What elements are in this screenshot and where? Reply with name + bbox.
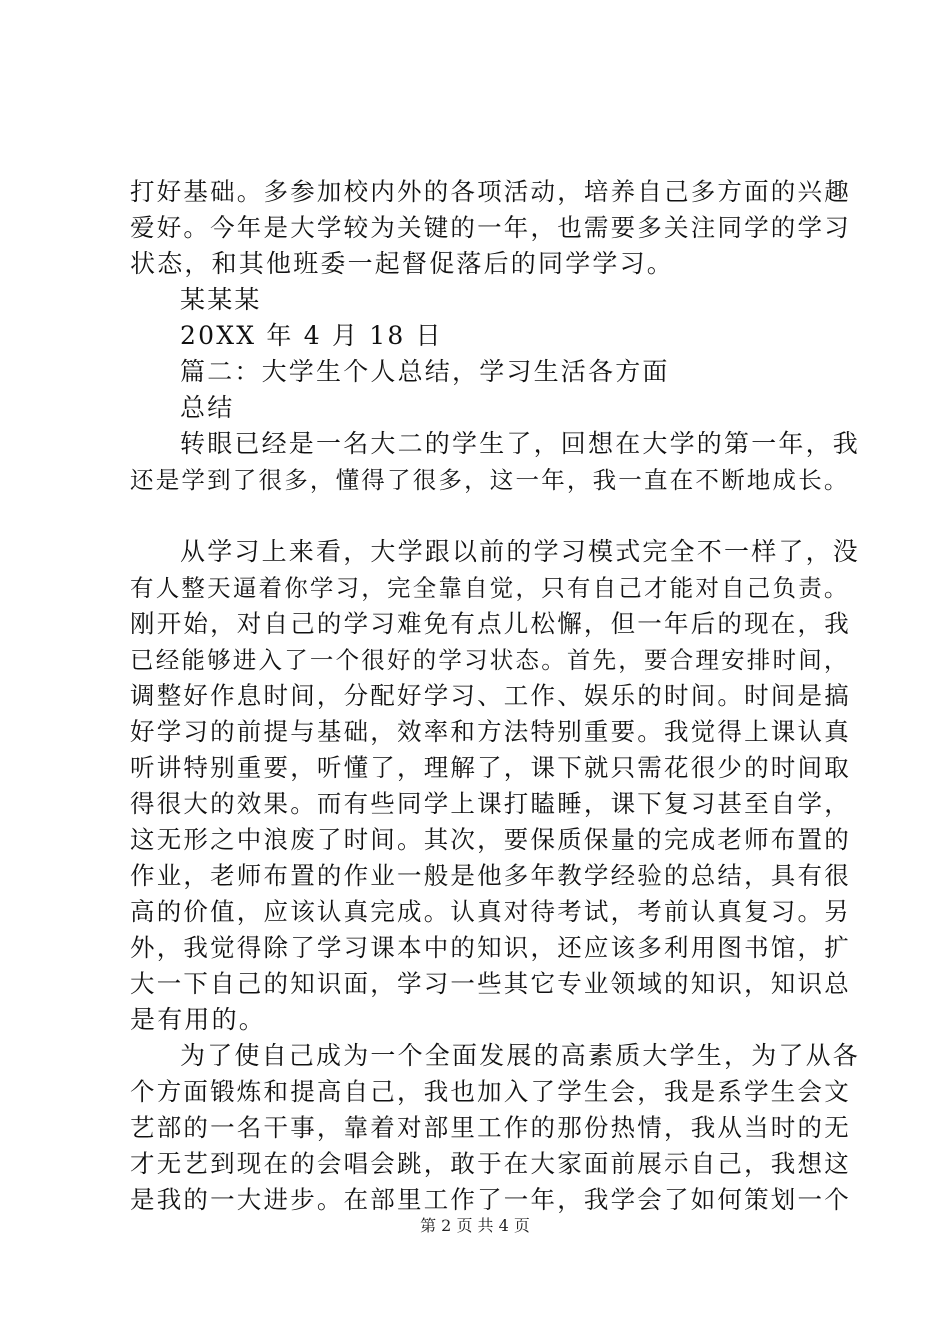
text-line: 艺部的一名干事，靠着对部里工作的那份热情，我从当时的无	[130, 1113, 851, 1142]
text-line: 才无艺到现在的会唱会跳，敢于在大家面前展示自己，我想这	[130, 1149, 851, 1178]
text-line: 好学习的前提与基础，效率和方法特别重要。我觉得上课认真	[130, 717, 851, 746]
text-line: 打好基础。多参加校内外的各项活动，培养自己多方面的兴趣	[130, 177, 851, 206]
text-line: 听讲特别重要，听懂了，理解了，课下就只需花很少的时间取	[130, 753, 851, 782]
signature-name: 某某某	[180, 285, 262, 314]
text-line: 调整好作息时间，分配好学习、工作、娱乐的时间。时间是搞	[130, 681, 851, 710]
section-heading: 篇二：大学生个人总结，学习生活各方面	[180, 357, 670, 386]
text-line: 还是学到了很多，懂得了很多，这一年，我一直在不断地成长。	[130, 466, 850, 494]
section-heading-continued: 总结	[180, 393, 235, 422]
signature-date: 20XX 年 4 月 18 日	[180, 321, 443, 350]
text-line: 为了使自己成为一个全面发展的高素质大学生，为了从各	[180, 1041, 861, 1070]
text-line: 得很大的效果。而有些同学上课打瞌睡，课下复习甚至自学，	[130, 789, 851, 818]
text-line: 刚开始，对自己的学习难免有点儿松懈，但一年后的现在，我	[130, 609, 851, 638]
text-line: 状态，和其他班委一起督促落后的同学学习。	[130, 249, 675, 278]
text-line: 这无形之中浪废了时间。其次，要保质保量的完成老师布置的	[130, 825, 851, 854]
text-line: 已经能够进入了一个很好的学习状态。首先，要合理安排时间，	[130, 646, 850, 674]
text-line: 高的价值，应该认真完成。认真对待考试，考前认真复习。另	[130, 897, 851, 926]
text-line: 外，我觉得除了学习课本中的知识，还应该多利用图书馆，扩	[130, 933, 851, 962]
page-number-footer: 第 2 页 共 4 页	[420, 1216, 530, 1235]
text-line: 转眼已经是一名大二的学生了，回想在大学的第一年，我	[180, 429, 861, 458]
text-line: 是有用的。	[130, 1005, 267, 1034]
text-line: 个方面锻炼和提高自己，我也加入了学生会，我是系学生会文	[130, 1077, 851, 1106]
text-line: 从学习上来看，大学跟以前的学习模式完全不一样了，没	[180, 537, 861, 566]
text-line: 爱好。今年是大学较为关键的一年，也需要多关注同学的学习	[130, 213, 851, 242]
text-line: 大一下自己的知识面，学习一些其它专业领域的知识，知识总	[130, 969, 851, 998]
text-line: 作业，老师布置的作业一般是他多年教学经验的总结，具有很	[130, 861, 851, 890]
text-line: 是我的一大进步。在部里工作了一年，我学会了如何策划一个	[130, 1185, 851, 1214]
text-line: 有人整天逼着你学习，完全靠自觉，只有自己才能对自己负责。	[130, 574, 850, 602]
